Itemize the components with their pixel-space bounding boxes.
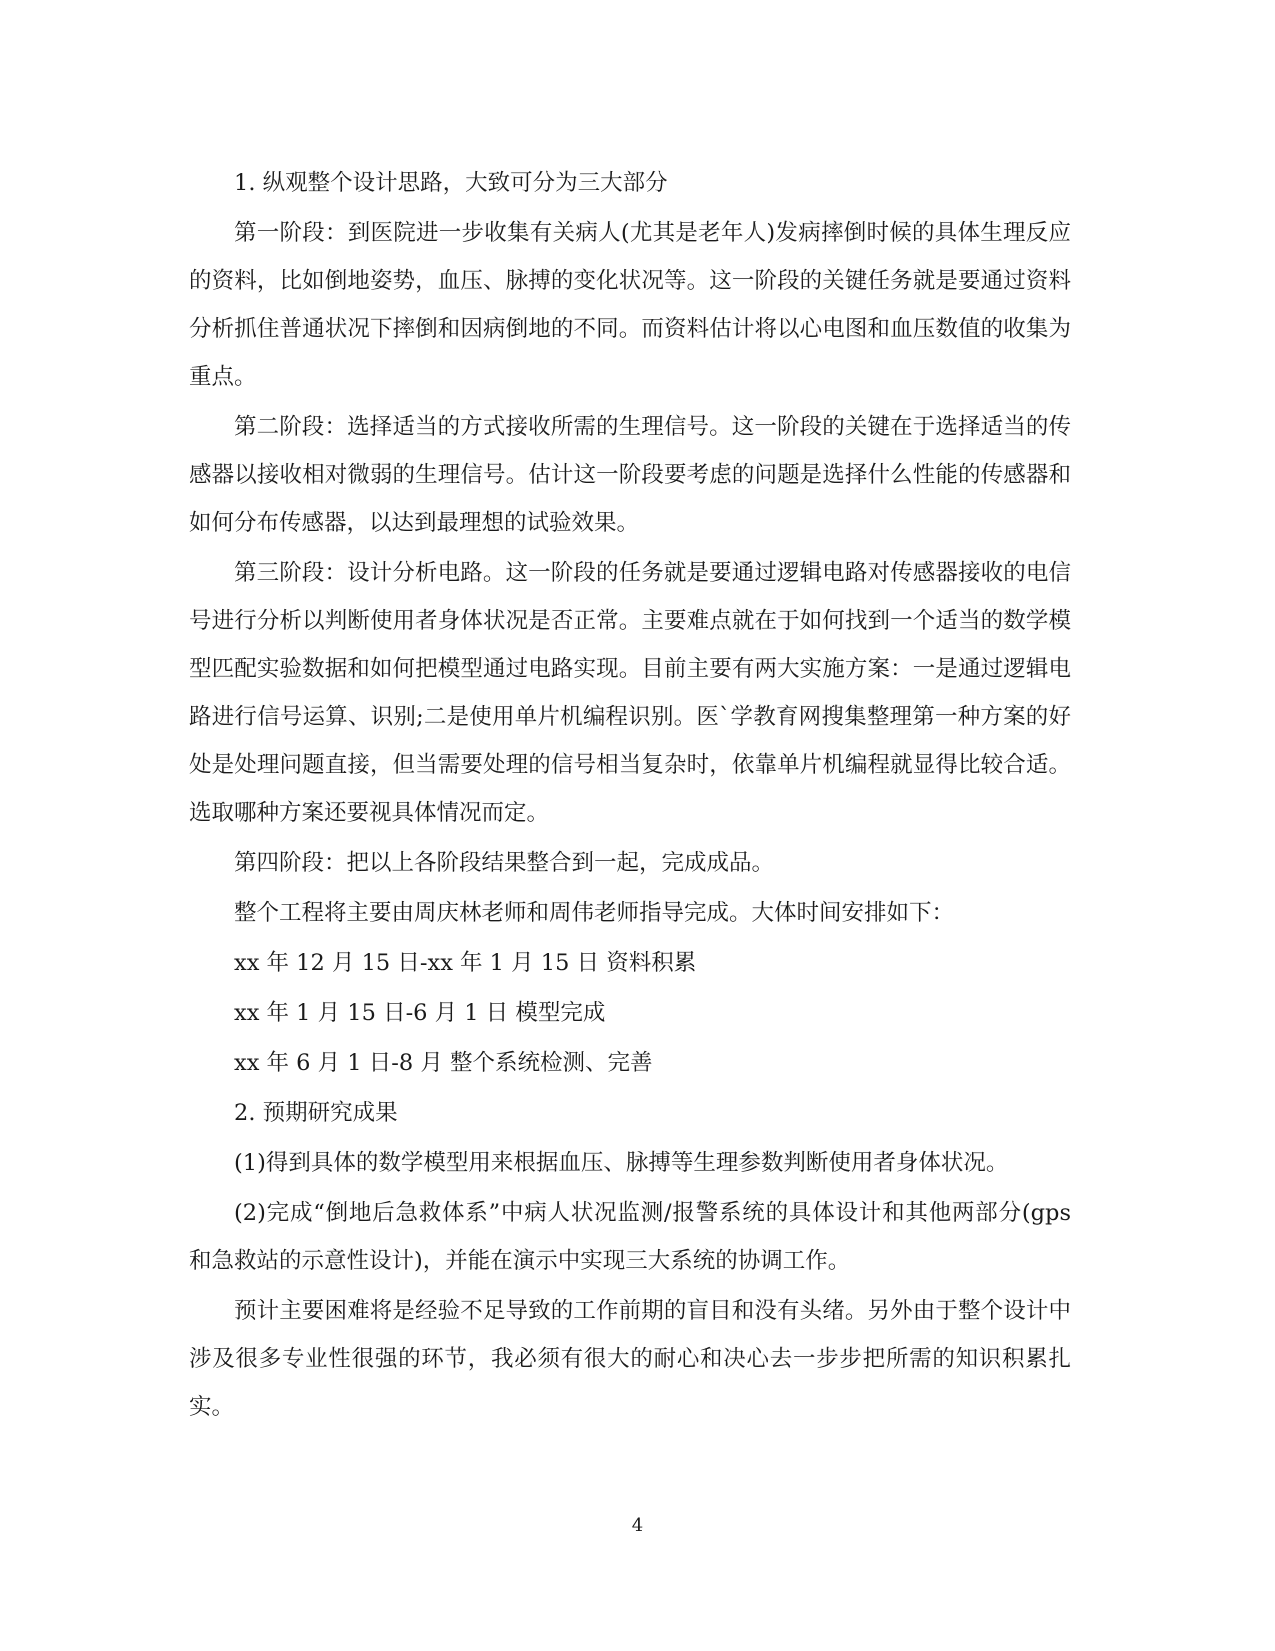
document-body [189,159,1071,1431]
expected-result-2: (2)完成“倒地后急救体系”中病人状况监测/报警系统的具体设计和其他两部分(gps 和急救站的示意性设计)，并能在演示中实现三大系统的协调工作。 [189,1200,1071,1274]
schedule-item-3: xx 年 6 月 1 日-8 月 整个系统检测、完善 [234,1050,653,1076]
schedule-item-2: xx 年 1 月 15 日-6 月 1 日 模型完成 [234,1000,606,1026]
paragraph-expected-difficulties: 预计主要困难将是经验不足导致的工作前期的盲目和没有头绪。另外由于整个设计中涉及很多专业性很强的环节，我必须有很大的耐心和决心去一步步把所需的知识积累扎实。 [189,1298,1071,1420]
paragraph-schedule-intro: 整个工程将主要由周庆林老师和周伟老师指导完成。大体时间安排如下： [234,900,955,926]
paragraph-stage-three: 第三阶段：设计分析电路。这一阶段的任务就是要通过逻辑电路对传感器接收的电信号进行分析以判断使用者身体状况是否正常。主要难点就在于如何找到一个适当的数学模型匹配实验数据和如何把模型通过电路实现。目前主要有两大实施方案：一是通过逻辑电路进行信号运算、识别;二是使用单片机编程识别。医`学教育网搜集整理第一种方案的好处是处理问题直接，但当需要处理的信号相当复杂时，依靠单片机编程就显得比较合适。选取哪种方案还要视具体情况而定。 [189,560,1071,826]
paragraph-stage-two: 第二阶段：选择适当的方式接收所需的生理信号。这一阶段的关键在于选择适当的传感器以接收相对微弱的生理信号。估计这一阶段要考虑的问题是选择什么性能的传感器和如何分布传感器，以达到最理想的试验效果。 [189,414,1071,536]
paragraph-stage-one: 第一阶段：到医院进一步收集有关病人(尤其是老年人)发病摔倒时候的具体生理反应的资料，比如倒地姿势，血压、脉搏的变化状况等。这一阶段的关键任务就是要通过资料分析抓住普通状况下摔倒和因病倒地的不同。而资料估计将以心电图和血压数值的收集为重点。 [189,220,1071,390]
section-heading-design-overview: 1. 纵观整个设计思路，大致可分为三大部分 [234,170,668,196]
page-number: 4 [631,1515,644,1536]
section-heading-expected-results: 2. 预期研究成果 [234,1100,398,1126]
schedule-item-1: xx 年 12 月 15 日-xx 年 1 月 15 日 资料积累 [234,950,697,976]
expected-result-1: (1)得到具体的数学模型用来根据血压、脉搏等生理参数判断使用者身体状况。 [234,1150,1009,1176]
paragraph-stage-four: 第四阶段：把以上各阶段结果整合到一起，完成成品。 [234,850,775,876]
